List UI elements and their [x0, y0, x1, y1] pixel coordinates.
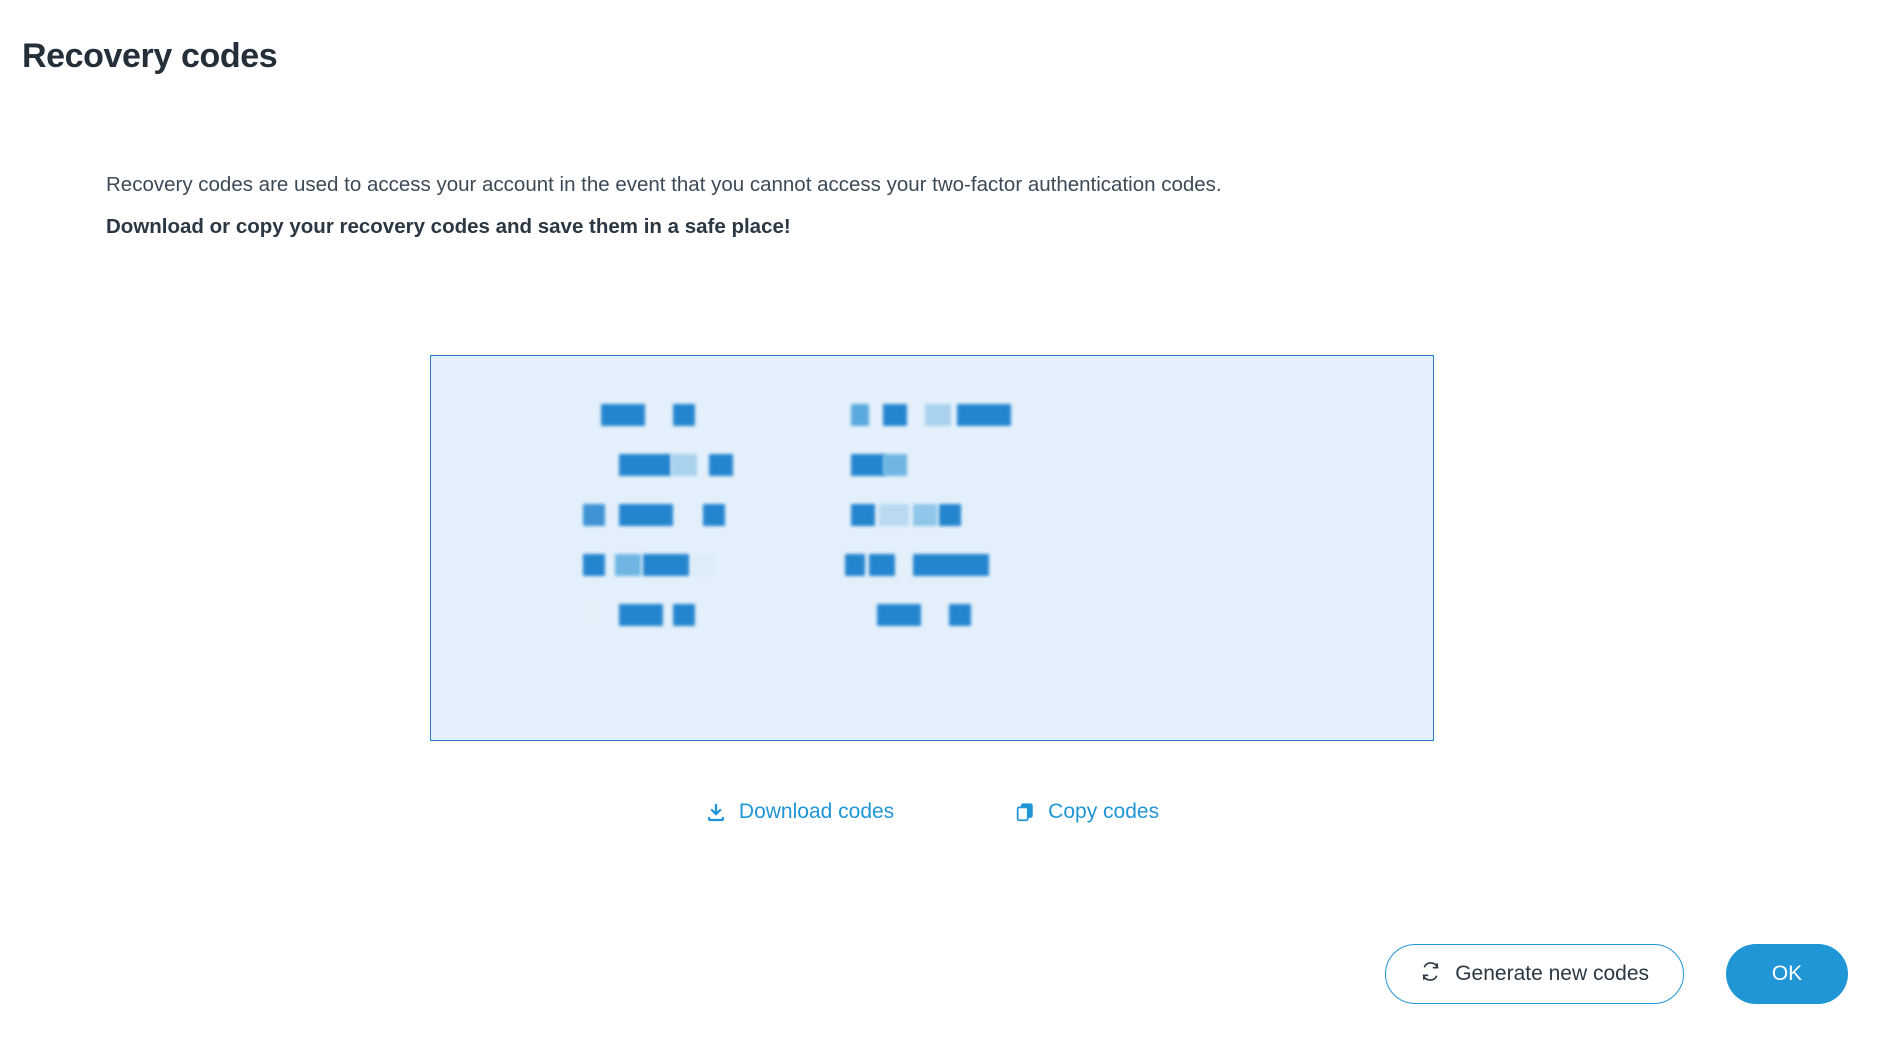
obscured-code-segment	[879, 504, 909, 526]
copy-icon	[1014, 801, 1036, 823]
obscured-code-segment	[619, 454, 671, 476]
obscured-code-segment	[949, 604, 971, 626]
obscured-code-segment	[703, 504, 725, 526]
dialog-footer	[1385, 944, 1848, 1004]
download-codes-label: Download codes	[738, 800, 895, 823]
obscured-code-segment	[851, 404, 869, 426]
recovery-codes-panel[interactable]	[430, 355, 1434, 741]
ok-button[interactable]: OK	[1726, 944, 1848, 1004]
refresh-icon	[1420, 961, 1441, 988]
obscured-code-segment	[619, 604, 663, 626]
obscured-code-segment	[601, 404, 645, 426]
obscured-code-segment	[851, 504, 875, 526]
download-icon	[705, 801, 727, 823]
description-line-1: Recovery codes are used to access your account in the event that you cannot access your two-factor authentication codes.	[106, 173, 1222, 196]
generate-new-codes-button[interactable]	[1385, 944, 1684, 1004]
obscured-code-segment	[693, 554, 715, 576]
obscured-code-segment	[869, 554, 895, 576]
obscured-code-segment	[583, 604, 603, 626]
obscured-code-segment	[939, 504, 961, 526]
obscured-code-segment	[913, 554, 989, 576]
obscured-code-segment	[883, 404, 907, 426]
obscured-code-segment	[913, 504, 937, 526]
obscured-code-segment	[583, 554, 605, 576]
obscured-code-segment	[851, 454, 885, 476]
download-codes-button[interactable]	[705, 800, 894, 824]
obscured-code-segment	[845, 554, 865, 576]
obscured-code-segment	[925, 404, 951, 426]
obscured-code-segment	[615, 554, 641, 576]
obscured-code-segment	[957, 404, 1011, 426]
description-block	[106, 170, 1706, 242]
generate-new-codes-label: Generate new codes	[1455, 962, 1649, 985]
obscured-code-segment	[583, 504, 605, 526]
description-line-2: Download or copy your recovery codes and save them in a safe place!	[106, 215, 791, 238]
obscured-code-segment	[673, 404, 695, 426]
obscured-code-segment	[673, 604, 695, 626]
copy-codes-button[interactable]	[1014, 800, 1159, 824]
obscured-code-segment	[619, 504, 673, 526]
obscured-code-segment	[671, 454, 697, 476]
page-title: Recovery codes	[22, 36, 278, 75]
obscured-code-segment	[643, 554, 689, 576]
recovery-codes-obscured-list	[431, 356, 1433, 740]
obscured-code-segment	[877, 604, 921, 626]
copy-codes-label: Copy codes	[1048, 800, 1160, 823]
obscured-code-segment	[709, 454, 733, 476]
obscured-code-segment	[883, 454, 907, 476]
codes-actions	[430, 800, 1434, 824]
